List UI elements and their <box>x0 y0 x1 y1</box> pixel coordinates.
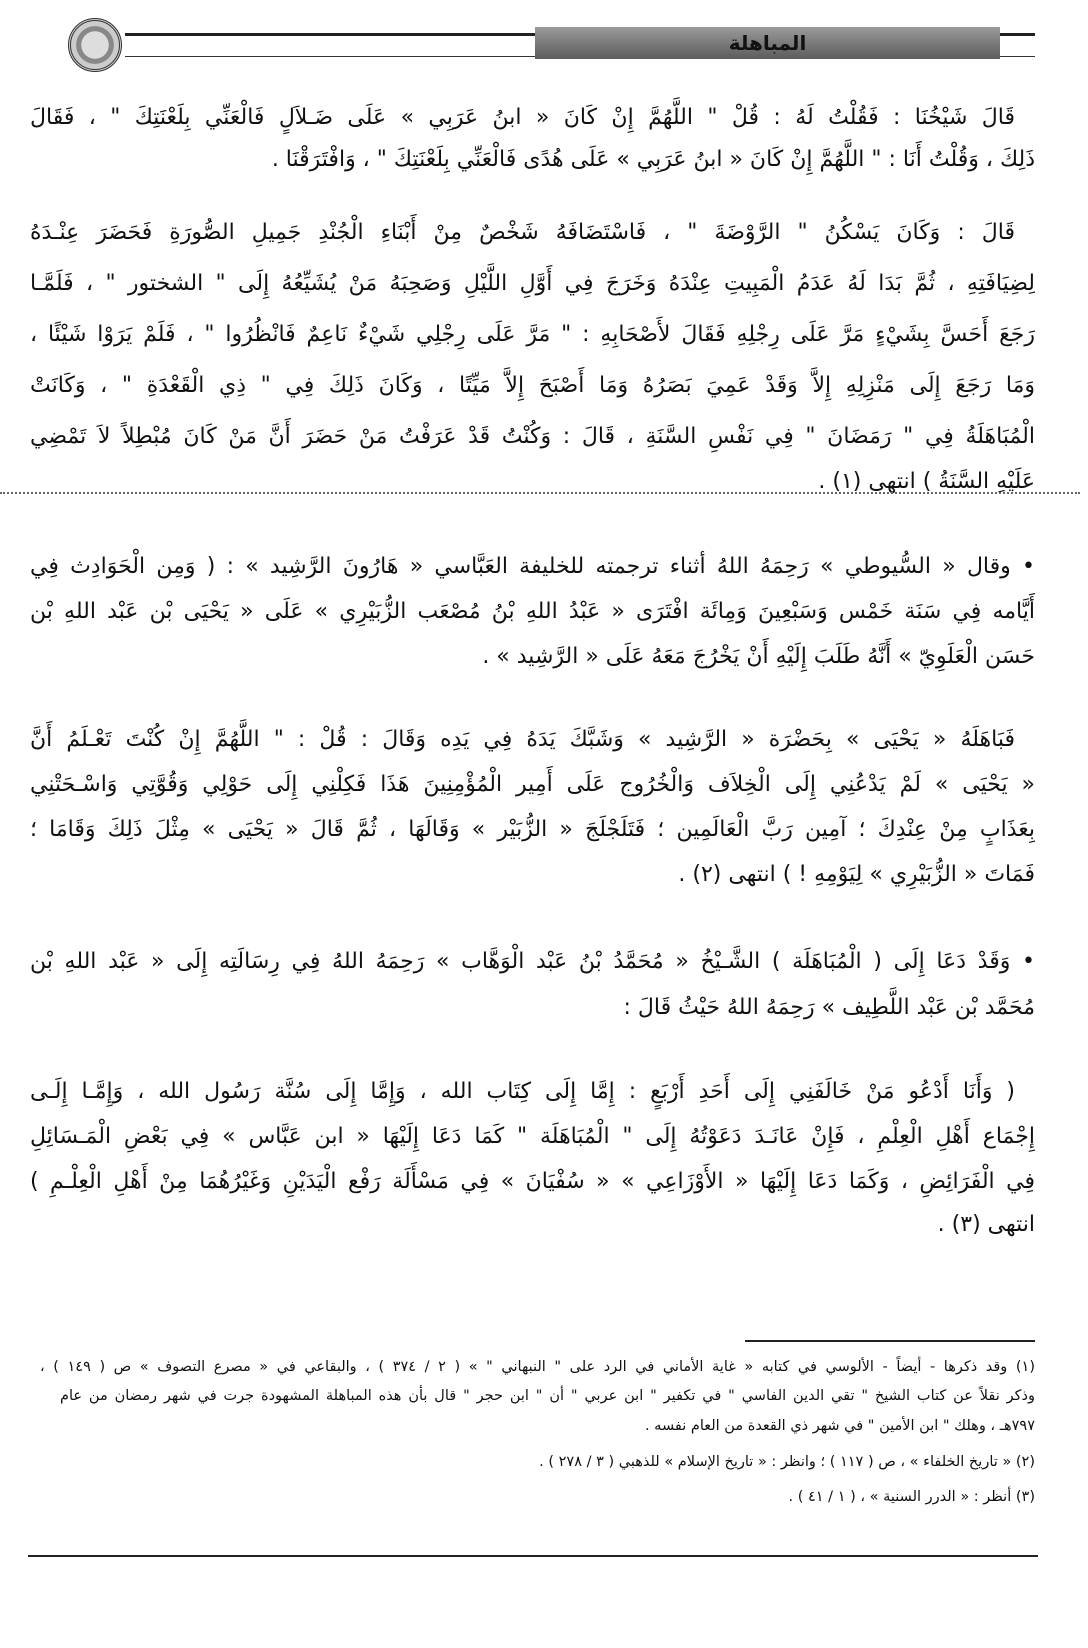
footnote-line: (١) وقد ذكرها - أيضاً - الألوسي في كتابه « غاية الأماني في الرد على " النبهاني " » ( ٢ / ٣٧٤ ) ، والبقاعي في « مصرع التصوف » ص ( ١٤٩ ) ، <box>40 1359 1035 1375</box>
text-line: حَسَن الْعَلَوِيّ » أَنَّهُ طَلَبَ إِلَيْهِ أَنْ يَخْرُجَ مَعَهُ عَلَى « الرَّشِيد » . <box>482 644 1035 669</box>
text-line: فِي الْفَرَائِضِ ، وَكَمَا دَعَا إِلَيْهَا « الأَوْزَاعِي » « سُفْيَانَ » فِي مَسْأَلَة رَفْع الْيَدَيْنِ وَغَيْرُهُمَا مِنْ أَهْلِ الْعِلْـمِ ) <box>30 1169 1035 1194</box>
footnote-line: (٣) أنظر : « الدرر السنية » ، ( ١ / ٤١ ) . <box>788 1489 1035 1505</box>
text-line: إِجْمَاع أَهْلِ الْعِلْمِ ، فَإِنْ عَانَـدَ دَعَوْتُهُ إِلَى " الْمُبَاهَلَة " كَمَا دَعَا إِلَيْهَا « ابن عَبَّاس » فِي بَعْضِ الْمَـسَائِلِ <box>30 1124 1035 1149</box>
section-divider <box>0 492 1080 494</box>
header-title: المباهلة <box>535 27 1000 59</box>
text-line: « يَحْيَى » لَمْ يَدْعُنِي إِلَى الْخِلاَف وَالْخُرُوج عَلَى أَمِير الْمُؤْمِنِينَ هَذَا فَكِلْنِي إِلَى حَوْلِي وَقُوَّتِي وَاسْـحَتْنِي <box>30 772 1035 797</box>
page-bottom-rule <box>28 1555 1038 1557</box>
footnote-line: ٧٩٧هـ ، وهلك " ابن الأمين " في شهر ذي القعدة من العام نفسه . <box>644 1418 1035 1434</box>
text-line: ( وَأَنَا أَدْعُو مَنْ خَالَفَنِي إِلَى أَحَدِ أَرْبَعٍ : إِمَّا إِلَى كِتَاب الله ، وَإِمَّا إِلَى سُنَّة رَسُول الله ، وَإِمَّـا إِلَـى <box>30 1079 1015 1104</box>
text-line: الْمُبَاهَلَةُ فِي " رَمَضَانَ " فِي نَفْسِ السَّنَةِ ، قَالَ : وَكُنْتُ قَدْ عَرَفْتُ مَنْ حَضَرَ أَنَّ مَنْ كَانَ مُبْطِلاً لاَ تَمْضِي <box>30 424 1035 449</box>
text-line: • وقال « السُّيوطي » رَحِمَهُ اللهُ أثناء ترجمته للخليفة العَبَّاسي « هَارُونَ الرَّشِيد » : ( وَمِن الْحَوَادِث فِي <box>30 554 1035 579</box>
text-line: قَالَ شَيْخُنَا : فَقُلْتُ لَهُ : قُلْ " اللَّهُمَّ إِنْ كَانَ « ابنُ عَرَبِي » عَلَى ضَـلاَلٍ فَالْعَنِّي بِلَعْنَتِكَ " ، فَقَالَ <box>30 105 1015 130</box>
text-line: فَمَاتَ « الزُّبَيْرِي » لِيَوْمِهِ ! ) انتهى (٢) . <box>678 862 1035 887</box>
page-number-ornament <box>68 18 122 72</box>
text-line: قَالَ : وَكَانَ يَسْكُنُ " الرَّوْضَةَ " ، فَاسْتَضَافَهُ شَخْصٌ مِنْ أَبْنَاءِ الْجُنْدِ جَمِيلِ الصُّورَةِ فَحَضَرَ عِنْـدَهُ <box>30 220 1015 245</box>
text-line: أَيَّامه فِي سَنَة خَمْس وَسَبْعِينَ وَمِائَة افْتَرَى « عَبْدُ اللهِ بْنُ مُصْعَب الزُّبَيْرِي » عَلَى « يَحْيَى بْن عَبْد اللهِ بْن <box>30 599 1035 624</box>
text-line: مُحَمَّد بْن عَبْد اللَّطِيف » رَحِمَهُ اللهُ حَيْثُ قَالَ : <box>623 995 1035 1020</box>
text-line: انتهى (٣) . <box>937 1212 1035 1237</box>
footnote-separator <box>745 1340 1035 1342</box>
text-line: عَلَيْهِ السَّنَةُ ) انتهى (١) . <box>818 469 1035 494</box>
text-line: بِعَذَابٍ مِنْ عِنْدِكَ ؛ آمِين رَبَّ الْعَالَمِين ؛ فَتَلَجْلَجَ « الزُّبَيْر » وَقَالَهَا ، ثُمَّ قَالَ « يَحْيَى » مِثْلَ ذَلِكَ وَقَامَا ؛ <box>30 817 1035 842</box>
text-line: • وَقَدْ دَعَا إِلَى ( الْمُبَاهَلَة ) الشَّـيْخُ « مُحَمَّدُ بْنُ عَبْد الْوَهَّاب » رَحِمَهُ اللهُ فِي رِسَالَتِه إِلَى « عَبْد اللهِ بْن <box>30 949 1035 974</box>
text-line: رَجَعَ أَحَسَّ بِشَيْءٍ مَرَّ عَلَى رِجْلِهِ فَقَالَ لأَصْحَابِهِ : " مَرَّ عَلَى رِجْلِي شَيْءٌ نَاعِمٌ فَانْظُرُوا " ، فَلَمْ يَرَوْا شَيْئًا ، <box>30 322 1035 347</box>
text-line: لِضِيَافَتِهِ ، ثُمَّ بَدَا لَهُ عَدَمُ الْمَبِيتِ عِنْدَهُ وَخَرَجَ فِي أَوَّلِ اللَّيْلِ وَصَحِبَهُ مَنْ يُشَيِّعُهُ إِلَى " الشختور " ، فَلَمَّـا <box>30 271 1035 296</box>
text-line: وَمَا رَجَعَ إِلَى مَنْزِلِهِ إِلاَّ وَقَدْ عَمِيَ بَصَرُهُ وَمَا أَصْبَحَ إِلاَّ مَيِّتًا ، وَكَانَ ذَلِكَ فِي " ذِي الْقَعْدَةِ " ، وَكَانَتْ <box>30 373 1035 398</box>
text-line: ذَلِكَ ، وَقُلْتُ أَنَا : " اللَّهُمَّ إِنْ كَانَ « ابنُ عَرَبِي » عَلَى هُدًى فَالْعَنِّي بِلَعْنَتِكَ " ، وَافْتَرَقْنَا . <box>271 147 1035 172</box>
footnote-line: وذكر نقلاً عن كتاب الشيخ " تقي الدين الفاسي " في تكفير " ابن عربي " أن " ابن حجر " قال بأن هذه المباهلة المشهودة جرت في شهر رمضان من عام <box>60 1388 1035 1404</box>
text-line: فَبَاهَلَهُ « يَحْيَى » بِحَضْرَة « الرَّشِيد » وَشَبَّكَ يَدَهُ فِي يَدِه وَقَالَ : قُلْ : " اللَّهُمَّ إِنْ كُنْتَ تَعْـلَمُ أَنَّ <box>30 727 1015 752</box>
footnote-line: (٢) « تاريخ الخلفاء » ، ص ( ١١٧ ) ؛ وانظر : « تاريخ الإسلام » للذهبي ( ٣ / ٢٧٨ ) . <box>539 1454 1035 1470</box>
